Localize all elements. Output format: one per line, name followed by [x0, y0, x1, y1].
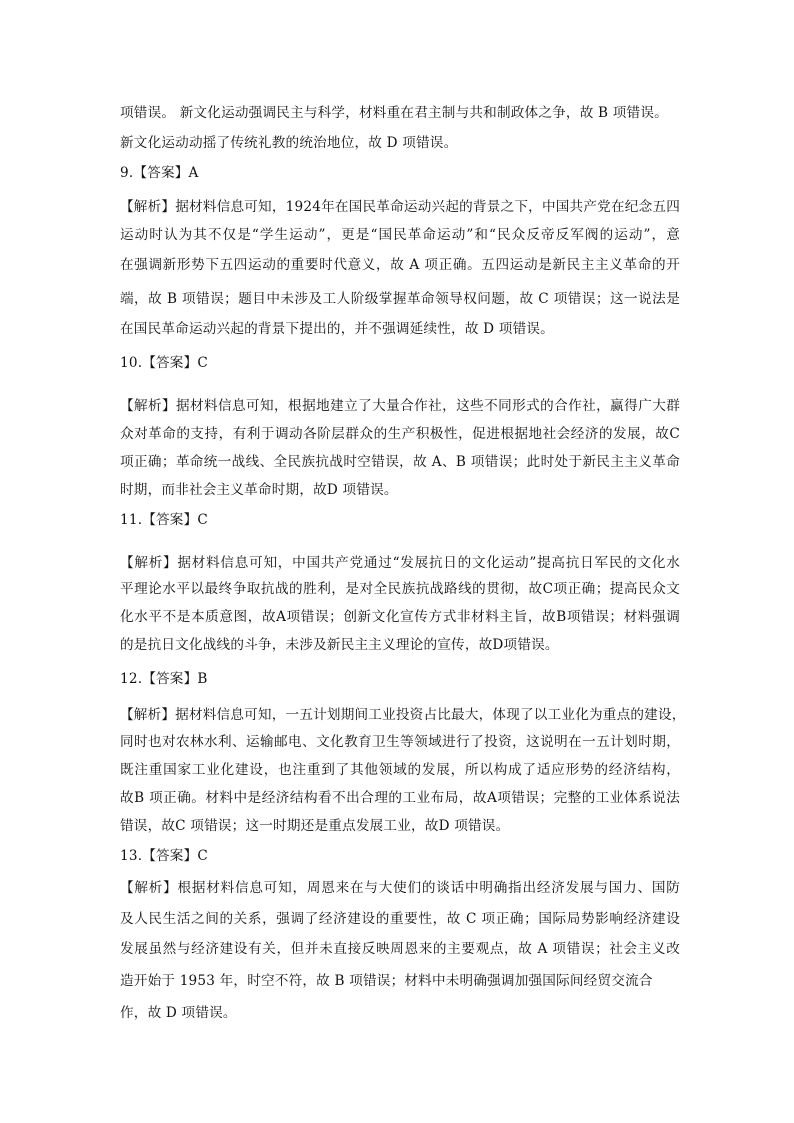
text-line: 发展虽然与经济建设有关，但并未直接反映周恩来的主要观点，故 A 项错误；社会主义改 — [120, 941, 680, 957]
text-line: 【解析】据材料信息可知，一五计划期间工业投资占比最大，体现了以工业化为重点的建设， — [120, 707, 686, 723]
text-line: 在国民革命运动兴起的背景下提出的，并不强调延续性，故 D 项错误。 — [120, 321, 554, 337]
answer-heading-13: 13.【答案】C — [120, 848, 208, 864]
text-line: 众对革命的支持，有利于调动各阶层群众的生产积极性，促进根据地社会经济的发展，故C — [120, 426, 680, 442]
text-line: 项正确；革命统一战线、全民族抗战时空错误，故 A、B 项错误；此时处于新民主主义革命 — [120, 454, 680, 470]
text-line: 【解析】据材料信息可知，中国共产党通过“发展抗日的文化运动”提高抗日军民的文化水 — [120, 555, 680, 571]
text-line: 既注重国家工业化建设，也注重到了其他领域的发展，所以构成了适应形势的经济结构， — [120, 762, 680, 778]
text-line: 【解析】据材料信息可知，根据地建立了大量合作社，这些不同形式的合作社，赢得广大群 — [120, 398, 680, 414]
answer-heading-12: 12.【答案】B — [120, 671, 208, 687]
text-line: 平理论水平以最终争取抗战的胜利，是对全民族抗战路线的贯彻，故C项正确；提高民众文 — [120, 581, 680, 597]
text-line: 运动时认为其不仅是“学生运动”，更是“国民革命运动”和“民众反帝反军阀的运动”，意 — [120, 227, 680, 243]
text-line: 化水平不是本质意图，故A项错误；创新文化宣传方式非材料主旨，故B项错误；材料强调 — [120, 609, 680, 625]
text-line: 端，故 B 项错误；题目中未涉及工人阶级掌握革命领导权问题，故 C 项错误；这一说法是 — [120, 291, 680, 307]
text-line: 新文化运动动摇了传统礼教的统治地位，故 D 项错误。 — [120, 135, 458, 151]
text-line: 错误，故C 项错误；这一时期还是重点发展工业，故D 项错误。 — [120, 818, 510, 834]
text-line: 同时也对农林水利、运输邮电、文化教育卫生等领域进行了投资，这说明在一五计划时期， — [120, 734, 680, 750]
text-line: 造开始于 1953 年，时空不符，故 B 项错误；材料中未明确强调加强国际间经贸交流合 — [120, 973, 653, 989]
answer-heading-9: 9.【答案】A — [120, 165, 199, 181]
text-line: 【解析】根据材料信息可知，周恩来在与大使们的谈话中明确指出经济发展与国力、国防 — [120, 880, 680, 896]
text-line: 及人民生活之间的关系，强调了经济建设的重要性，故 C 项正确；国际局势影响经济建设 — [120, 911, 680, 927]
text-line: 项错误。 新文化运动强调民主与科学，材料重在君主制与共和制政体之争，故 B 项错误。 — [120, 105, 668, 121]
text-line: 的是抗日文化战线的斗争，未涉及新民主主义理论的宣传，故D项错误。 — [120, 637, 559, 653]
text-line: 【解析】据材料信息可知，1924年在国民革命运动兴起的背景之下，中国共产党在纪念五四 — [120, 199, 680, 215]
text-line: 作，故 D 项错误。 — [120, 1005, 237, 1021]
answer-heading-11: 11.【答案】C — [120, 512, 208, 528]
text-line: 在强调新形势下五四运动的重要时代意义，故 A 项正确。五四运动是新民主主义革命的开 — [120, 257, 680, 273]
answer-heading-10: 10.【答案】C — [120, 355, 208, 371]
text-line: 故B 项正确。材料中是经济结构看不出合理的工业布局，故A项错误；完整的工业体系说法 — [120, 790, 680, 806]
text-line: 时期，而非社会主义革命时期，故D 项错误。 — [120, 482, 398, 498]
